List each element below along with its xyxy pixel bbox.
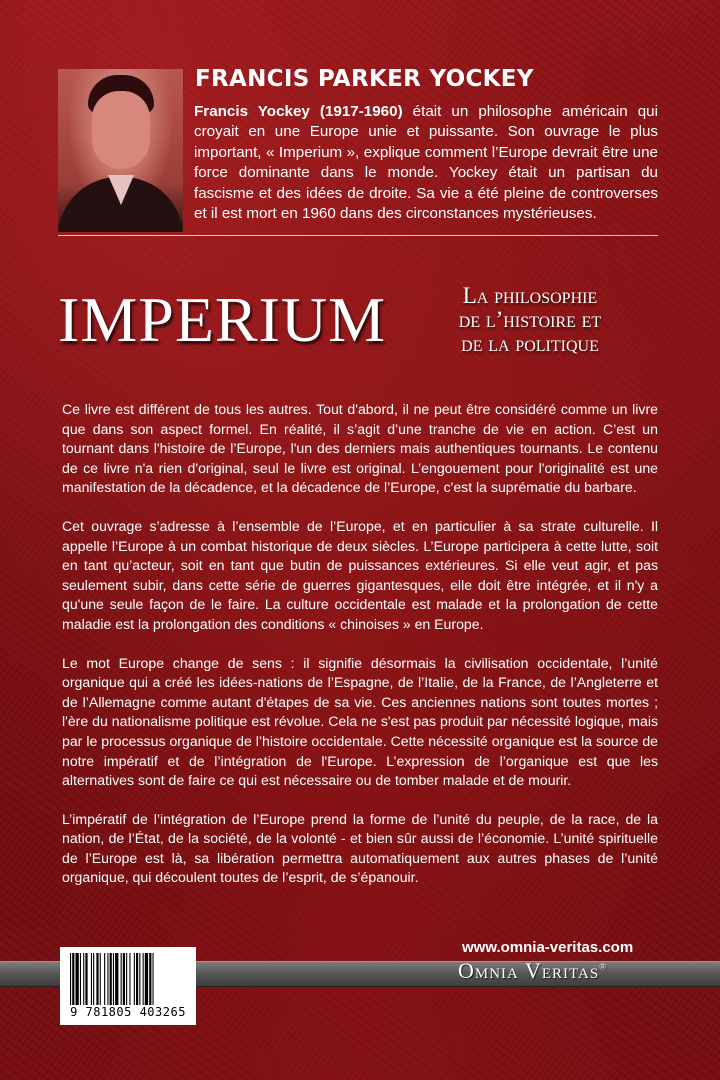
author-bio bbox=[194, 102, 658, 224]
barcode-bar bbox=[107, 953, 108, 1005]
barcode-bar bbox=[134, 953, 135, 1005]
divider-line bbox=[58, 235, 658, 236]
author-photo-face bbox=[92, 91, 150, 169]
barcode-bar bbox=[104, 953, 105, 1005]
book-subtitle-line: La philosophie bbox=[462, 283, 598, 308]
barcode-bar bbox=[153, 953, 154, 1005]
barcode-bar bbox=[76, 953, 79, 1005]
barcode-bar bbox=[72, 953, 74, 1005]
blurb-paragraph: Le mot Europe change de sens : il signifie désormais la civilisation occidentale, l’unité organique qui a créé les idées-nations de l’Espagne, de l’Italie, de la France, de l’Angleterre et de l’Allemagne comme autant d'étapes de sa vie. Ces anciennes nations sont toutes mortes ; l'ère du nationalisme politique est révolue. Cela ne s'est pas produit par nécessité logique, mais par le processus organique de l’histoire occidentale. Cette nécessité organique est la source de notre impératif et de l’intégration de l'Europe. L’expression de l’organique est que les alternatives sont de faire ce qui est nécessaire ou de tomber malade et de mourir. bbox=[62, 654, 658, 789]
barcode-bar bbox=[80, 953, 81, 1005]
barcode-bar bbox=[115, 953, 118, 1005]
barcode-bar bbox=[100, 953, 101, 1005]
registered-mark: ® bbox=[599, 961, 608, 972]
barcode-bar bbox=[123, 953, 125, 1005]
blurb-paragraph: Ce livre est différent de tous les autres. Tout d'abord, il ne peut être considéré comme un livre que dans son aspect formel. En réalité, il s’agit d’une tranche de vie en action. C’est un tournant dans l'histoire de l’Europe, l'un des derniers mais authentiques tournants. Le contenu de ce livre n'a rien d'original, seul le livre est original. L’engouement pour l'originalité est une manifestation de la décadence, et la décadence de l’Europe, c'est la suprématie du barbare. bbox=[62, 401, 658, 496]
blurb-paragraph: L’impératif de l’intégration de l’Europe prend la forme de l’unité du peuple, de la race, de la nation, de l’État, de la société, de la volonté - et bien sûr aussi de l’économie. L’unité spirituelle de l’Europe est là, sa libération permettra automatiquement aux autres phases de l’unité organique, qui découlent toutes de l’esprit, de s’épanouir. bbox=[62, 810, 658, 886]
barcode-bar bbox=[145, 953, 148, 1005]
blurb bbox=[62, 400, 658, 907]
author-name: FRANCIS PARKER YOCKEY bbox=[195, 66, 534, 92]
barcode-bar bbox=[149, 953, 151, 1005]
barcode-bar bbox=[83, 953, 84, 1005]
isbn-barcode bbox=[60, 947, 196, 1025]
author-bio-lead: Francis Yockey (1917-1960) bbox=[194, 103, 403, 120]
barcode-bar bbox=[121, 953, 122, 1005]
barcode-bar bbox=[96, 953, 98, 1005]
barcode-bar bbox=[93, 953, 94, 1005]
publisher-name: Omnia Veritas bbox=[458, 958, 600, 983]
author-bio-text: était un philosophe américain qui croyait en une Europe unie et puissante. Son ouvrage le plus important, « Imperium », explique comment l’Europe devrait être une force dominante dans le monde. Yockey était un partisan du fascisme et des idées de droite. Sa vie a été pleine de controverses et il est mort en 1960 dans des circonstances mystérieuses. bbox=[194, 103, 658, 223]
barcode-bar bbox=[91, 953, 92, 1005]
book-subtitle-line: de l’histoire et bbox=[458, 307, 602, 332]
barcode-bars bbox=[68, 953, 188, 1005]
blurb-paragraph: Cet ouvrage s’adresse à l’ensemble de l’Europe, et en particulier à sa strate culturelle. Il appelle l’Europe à un combat historique de deux siècles. L’Europe participera à cette lutte, soit en tant qu’acteur, soit en tant que butin de puissances extérieures. Si elle veut agir, et pas seulement subir, dans cette série de guerres gigantesques, elle doit être intégrée, et il n'y a qu'une seule façon de le faire. La culture occidentale est malade et la prolongation de cette maladie est la prolongation des conditions « chinoises » en Europe. bbox=[62, 517, 658, 632]
barcode-bar bbox=[143, 953, 144, 1005]
barcode-bar bbox=[110, 953, 112, 1005]
book-title: IMPERIUM bbox=[58, 284, 387, 355]
book-subtitle-line: de la politique bbox=[461, 331, 599, 356]
barcode-bar bbox=[129, 953, 130, 1005]
isbn-number: 9 781805 403265 bbox=[70, 1005, 186, 1019]
barcode-bar bbox=[85, 953, 87, 1005]
publisher-logo bbox=[458, 958, 607, 984]
barcode-bar bbox=[113, 953, 114, 1005]
barcode-bar bbox=[126, 953, 127, 1005]
publisher-website: www.omnia-veritas.com bbox=[462, 939, 634, 956]
barcode-bar bbox=[139, 953, 140, 1005]
barcode-bar bbox=[70, 953, 71, 1005]
author-photo bbox=[58, 69, 183, 232]
barcode-bar bbox=[136, 953, 138, 1005]
book-subtitle bbox=[410, 284, 650, 356]
